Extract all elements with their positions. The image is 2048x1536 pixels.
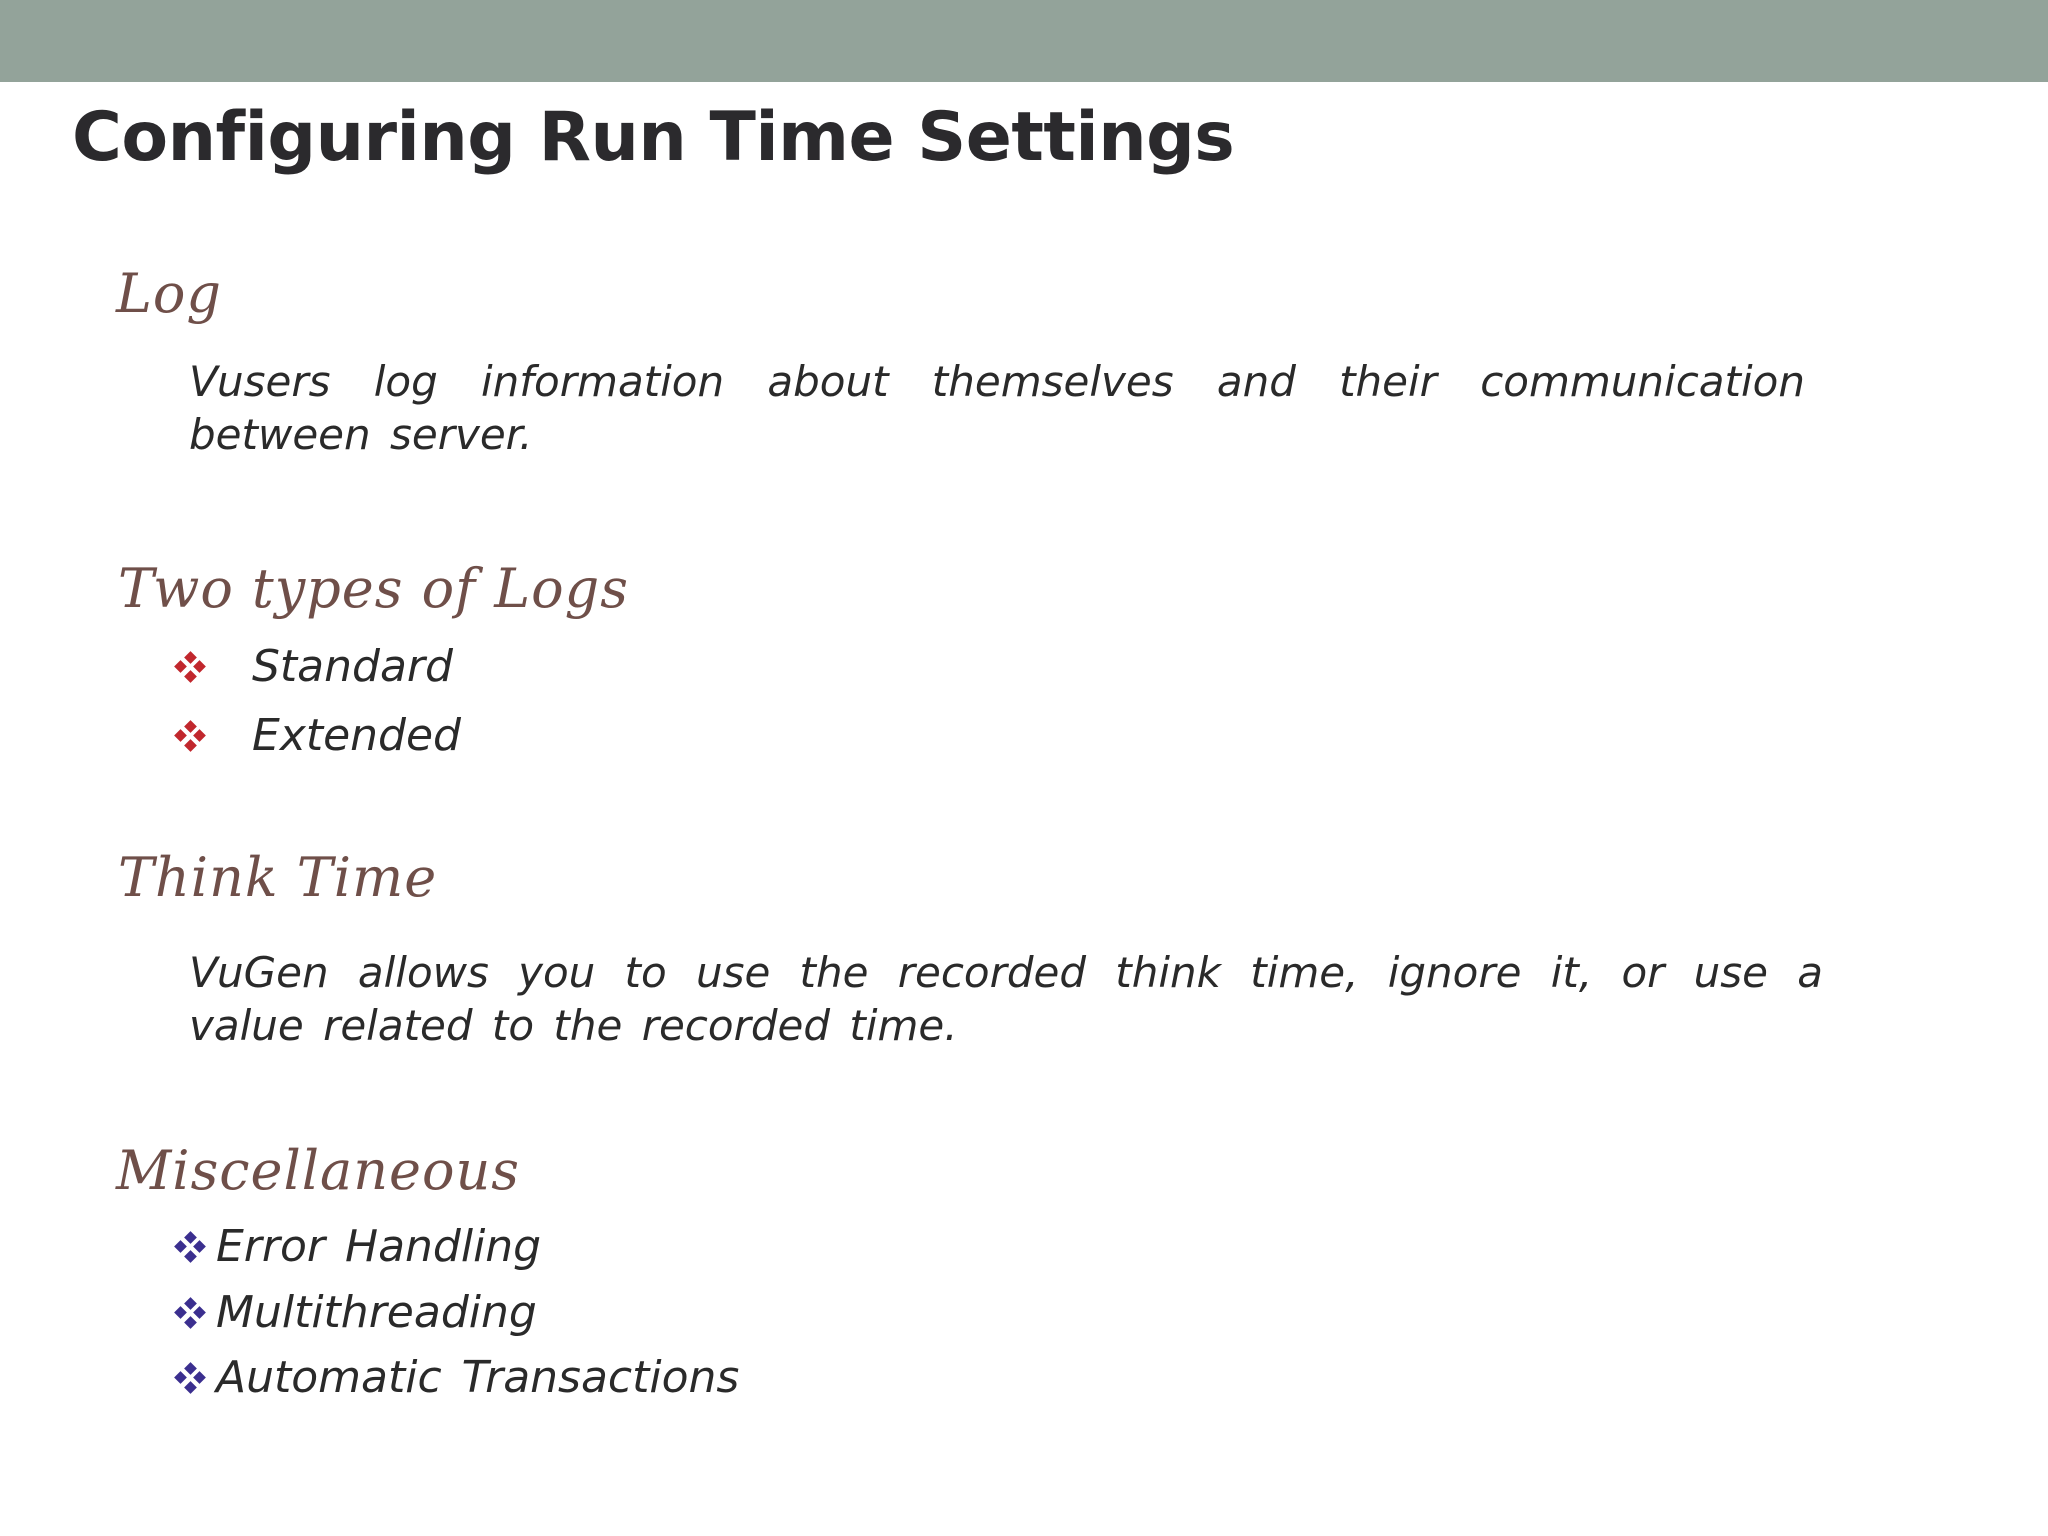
- top-banner: [0, 0, 2048, 82]
- list-item-label: Multithreading: [216, 1287, 537, 1338]
- slide-title: Configuring Run Time Settings: [72, 98, 1235, 177]
- log-description: Vusers log information about themselves and their communication between server.: [189, 357, 1805, 459]
- four-diamond-bullet-icon: [176, 722, 204, 750]
- list-item-label: Error Handling: [216, 1221, 542, 1272]
- heading-log-types: Two types of Logs: [118, 557, 629, 620]
- list-item-label: Automatic Transactions: [216, 1352, 740, 1403]
- list-item-label: Standard: [252, 641, 453, 692]
- four-diamond-bullet-icon: [176, 653, 204, 681]
- list-item-label: Extended: [252, 710, 461, 761]
- heading-log: Log: [116, 262, 222, 325]
- list-item-multithreading: [176, 1287, 537, 1338]
- four-diamond-bullet-icon: [176, 1299, 204, 1327]
- four-diamond-bullet-icon: [176, 1364, 204, 1392]
- heading-miscellaneous: Miscellaneous: [116, 1139, 520, 1202]
- list-item-extended: [176, 710, 461, 761]
- list-item-error-handling: [176, 1221, 541, 1272]
- list-item-standard: [176, 641, 453, 692]
- list-item-automatic-transactions: [176, 1352, 739, 1403]
- four-diamond-bullet-icon: [176, 1233, 204, 1261]
- think-time-description: VuGen allows you to use the recorded think time, ignore it, or use a value related to the recorded time.: [189, 948, 1823, 1050]
- heading-think-time: Think Time: [118, 846, 438, 909]
